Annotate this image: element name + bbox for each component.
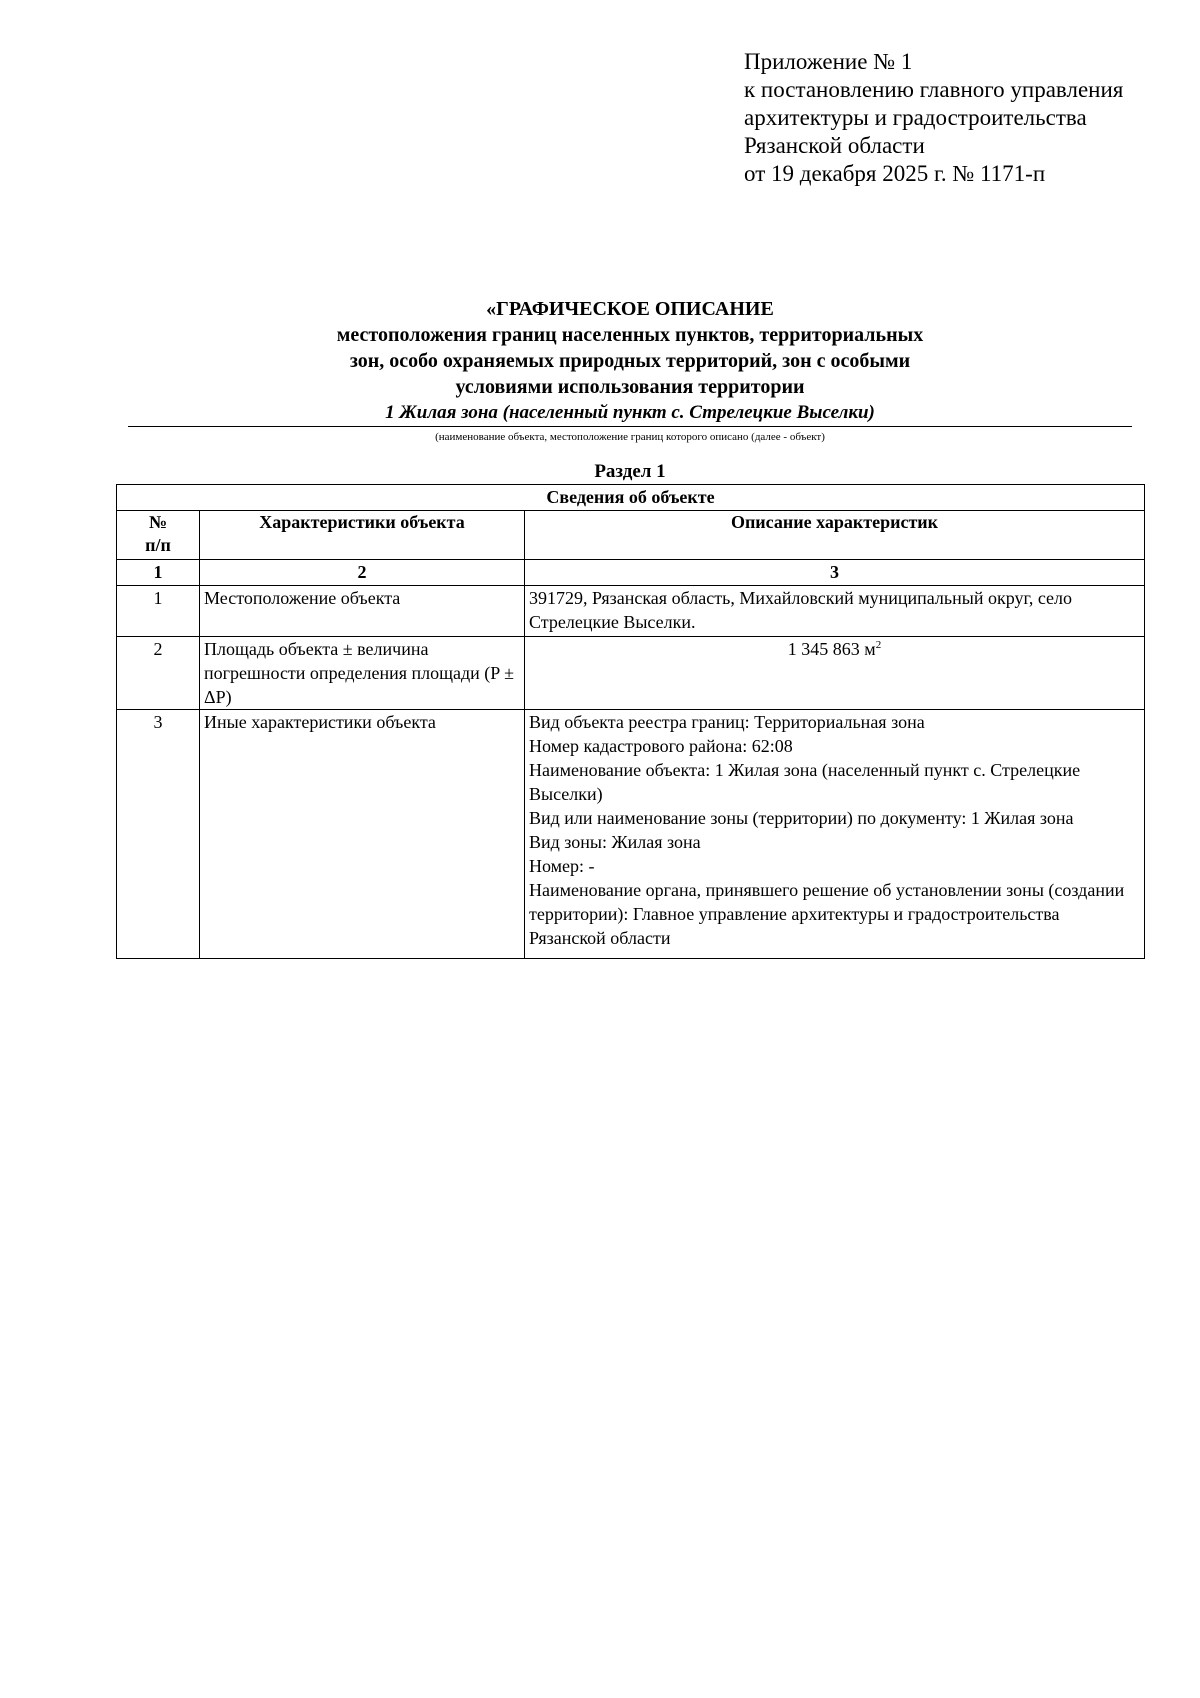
document-title-line: зон, особо охраняемых природных территорий, зон с особыми xyxy=(349,350,911,372)
row-characteristic: Местоположение объекта xyxy=(200,586,525,637)
description-line: Номер: - xyxy=(529,856,595,876)
document-title-line: условиями использования территории xyxy=(455,376,805,398)
object-name-underline xyxy=(128,426,1132,427)
row-number: 2 xyxy=(117,637,200,710)
row-description xyxy=(525,637,1145,710)
appendix-line: Приложение № 1 xyxy=(744,49,913,74)
column-numbers-row xyxy=(117,560,1145,586)
row-characteristic: Иные характеристики объекта xyxy=(200,710,525,959)
description-line: Наименование объекта: 1 Жилая зона (населенный пункт с. Стрелецкие Выселки) xyxy=(529,760,1081,804)
header-description: Описание характеристик xyxy=(525,511,1145,560)
column-number: 2 xyxy=(200,560,525,586)
appendix-header xyxy=(744,48,1123,188)
row-number: 1 xyxy=(117,586,200,637)
object-name: 1 Жилая зона (населенный пункт с. Стрелецкие Выселки) xyxy=(385,402,875,423)
document-title-line: местоположения границ населенных пунктов, территориальных xyxy=(336,324,924,346)
description-line: Наименование органа, принявшего решение об установлении зоны (создании территории): Главное управление архитектуры и градостроительства Рязанской области xyxy=(529,880,1125,948)
row-number: 3 xyxy=(117,710,200,959)
appendix-line: от 19 декабря 2025 г. № 1171-п xyxy=(744,161,1046,186)
description-line: Вид объекта реестра границ: Территориальная зона xyxy=(529,712,925,732)
document-title-line: «ГРАФИЧЕСКОЕ ОПИСАНИЕ xyxy=(486,298,774,320)
row-description xyxy=(525,710,1145,959)
header-number xyxy=(117,511,200,560)
table-caption-row xyxy=(117,485,1145,511)
document-title-block xyxy=(128,296,1132,445)
appendix-line: к постановлению главного управления xyxy=(744,77,1124,102)
row-description: 391729, Рязанская область, Михайловский муниципальный округ, село Стрелецкие Выселки. xyxy=(525,586,1145,637)
description-line: Вид зоны: Жилая зона xyxy=(529,832,701,852)
area-value: 1 345 863 м xyxy=(787,639,876,659)
column-number: 3 xyxy=(525,560,1145,586)
table-header-row xyxy=(117,511,1145,560)
table-row xyxy=(117,637,1145,710)
appendix-line: архитектуры и градостроительства xyxy=(744,105,1087,130)
area-unit-exponent: 2 xyxy=(875,639,882,651)
table-row xyxy=(117,710,1145,959)
row-characteristic: Площадь объекта ± величина погрешности определения площади (P ± ΔP) xyxy=(200,637,525,710)
object-name-caption: (наименование объекта, местоположение границ которого описано (далее - объект) xyxy=(435,431,825,443)
header-number-line: № xyxy=(148,512,168,532)
table-row xyxy=(117,586,1145,637)
appendix-line: Рязанской области xyxy=(744,133,925,158)
description-line: Вид или наименование зоны (территории) по документу: 1 Жилая зона xyxy=(529,808,1074,828)
section-title: Раздел 1 xyxy=(594,461,666,482)
header-number-line: п/п xyxy=(145,535,171,555)
column-number: 1 xyxy=(117,560,200,586)
header-characteristics: Характеристики объекта xyxy=(200,511,525,560)
description-line: Номер кадастрового района: 62:08 xyxy=(529,736,793,756)
object-info-table xyxy=(116,484,1145,959)
table-caption: Сведения об объекте xyxy=(117,485,1145,511)
